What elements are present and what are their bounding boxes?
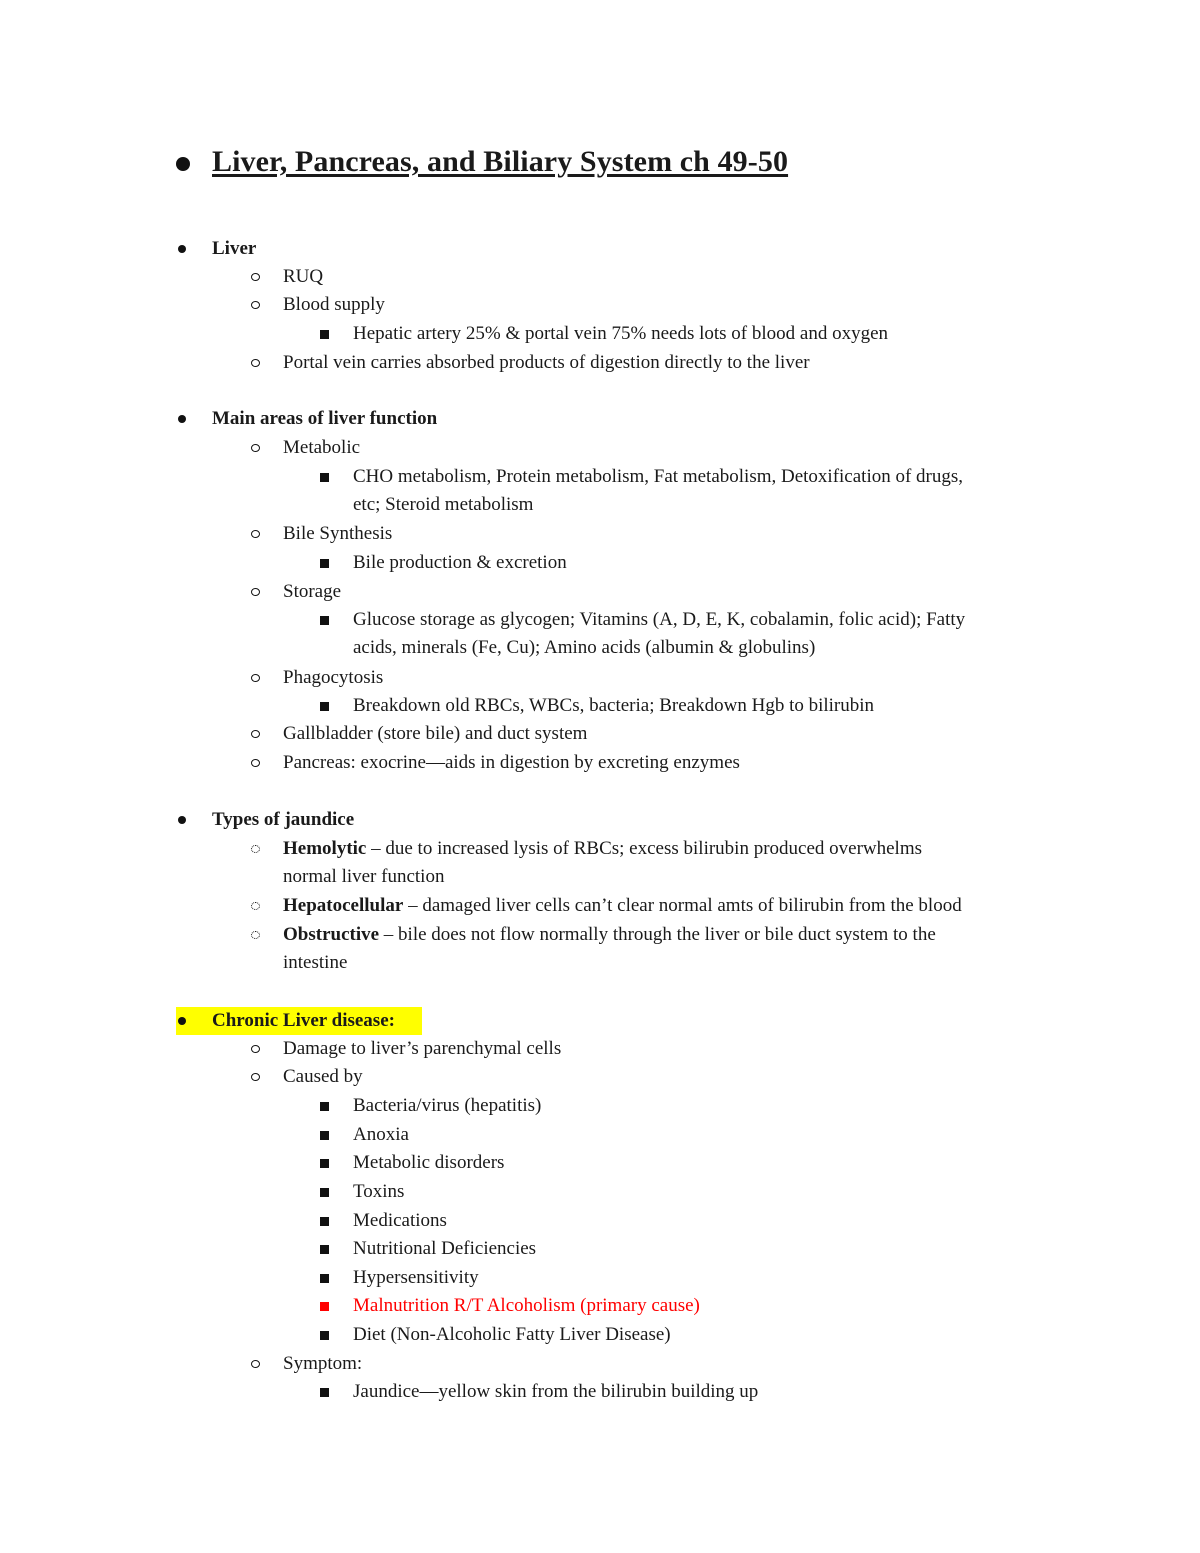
list-item-continuation: acids, minerals (Fe, Cu); Amino acids (albumin & globulins) <box>353 637 816 658</box>
circle-bullet-icon <box>251 588 260 596</box>
list-item: Metabolic <box>283 434 360 462</box>
square-bullet-icon <box>320 1245 329 1254</box>
square-bullet-icon <box>320 473 329 482</box>
section-heading-chronic: Chronic Liver disease: <box>212 1007 395 1035</box>
list-item: Diet (Non-Alcoholic Fatty Liver Disease) <box>353 1321 671 1349</box>
list-item: Bile Synthesis <box>283 520 392 548</box>
square-bullet-icon <box>320 330 329 339</box>
document-title: Liver, Pancreas, and Biliary System ch 49-50 <box>212 145 789 178</box>
list-item: Bile production & excretion <box>353 549 567 577</box>
list-item: Symptom: <box>283 1350 362 1378</box>
dotted-circle-bullet-icon <box>251 845 260 853</box>
list-item: Pancreas: exocrine—aids in digestion by excreting enzymes <box>283 749 740 777</box>
circle-bullet-icon <box>251 1045 260 1053</box>
circle-bullet-icon <box>251 359 260 367</box>
list-item: Jaundice—yellow skin from the bilirubin building up <box>353 1378 758 1406</box>
circle-bullet-icon <box>251 1360 260 1368</box>
bullet-icon <box>178 415 186 423</box>
circle-bullet-icon <box>251 759 260 767</box>
list-item: Anoxia <box>353 1121 409 1149</box>
section-heading-jaundice: Types of jaundice <box>212 806 354 834</box>
square-bullet-icon <box>320 1188 329 1197</box>
circle-bullet-icon <box>251 730 260 738</box>
list-item: Portal vein carries absorbed products of digestion directly to the liver <box>283 349 810 377</box>
square-bullet-icon <box>320 1102 329 1111</box>
list-item-continuation: normal liver function <box>283 866 445 887</box>
bullet-icon <box>178 816 186 824</box>
bullet-icon <box>178 245 186 253</box>
list-item: Toxins <box>353 1178 404 1206</box>
list-item: Breakdown old RBCs, WBCs, bacteria; Breakdown Hgb to bilirubin <box>353 692 874 720</box>
list-item: Glucose storage as glycogen; Vitamins (A, D, E, K, cobalamin, folic acid); Fatty <box>353 606 965 634</box>
list-item: Damage to liver’s parenchymal cells <box>283 1035 561 1063</box>
square-bullet-icon <box>320 616 329 625</box>
list-item: CHO metabolism, Protein metabolism, Fat metabolism, Detoxification of drugs, <box>353 463 963 491</box>
square-bullet-icon <box>320 1274 329 1283</box>
section-heading-functions: Main areas of liver function <box>212 405 437 433</box>
circle-bullet-icon <box>251 674 260 682</box>
list-item: Storage <box>283 578 341 606</box>
list-item: Phagocytosis <box>283 664 383 692</box>
list-item: Nutritional Deficiencies <box>353 1235 536 1263</box>
dotted-circle-bullet-icon <box>251 902 260 910</box>
list-item: Bacteria/virus (hepatitis) <box>353 1092 541 1120</box>
square-bullet-icon <box>320 1131 329 1140</box>
list-item-emphasized: Malnutrition R/T Alcoholism (primary cause) <box>353 1292 700 1320</box>
list-item: Gallbladder (store bile) and duct system <box>283 720 587 748</box>
list-item-continuation: intestine <box>283 952 348 973</box>
list-item: RUQ <box>283 263 323 291</box>
square-bullet-icon <box>320 1331 329 1340</box>
list-item: Blood supply <box>283 291 385 319</box>
circle-bullet-icon <box>251 301 260 309</box>
list-item: Metabolic disorders <box>353 1149 504 1177</box>
circle-bullet-icon <box>251 530 260 538</box>
circle-bullet-icon <box>251 444 260 452</box>
bullet-icon <box>178 1017 186 1025</box>
list-item: Medications <box>353 1207 447 1235</box>
list-item: Hypersensitivity <box>353 1264 479 1292</box>
circle-bullet-icon <box>251 273 260 281</box>
square-bullet-icon <box>320 702 329 711</box>
circle-bullet-icon <box>251 1073 260 1081</box>
title-bullet-icon <box>176 157 190 171</box>
document-title-row <box>176 140 788 184</box>
square-bullet-icon <box>320 1217 329 1226</box>
list-item: Hemolytic – due to increased lysis of RBCs; excess bilirubin produced overwhelms <box>283 835 922 863</box>
list-item: Hepatic artery 25% & portal vein 75% needs lots of blood and oxygen <box>353 320 888 348</box>
square-bullet-icon <box>320 1388 329 1397</box>
list-item-continuation: etc; Steroid metabolism <box>353 494 534 515</box>
section-heading-liver: Liver <box>212 235 256 263</box>
list-item: Caused by <box>283 1063 363 1091</box>
list-item: Hepatocellular – damaged liver cells can’t clear normal amts of bilirubin from the blood <box>283 892 962 920</box>
dotted-circle-bullet-icon <box>251 931 260 939</box>
list-item: Obstructive – bile does not flow normally through the liver or bile duct system to the <box>283 921 936 949</box>
square-bullet-icon <box>320 1302 329 1311</box>
square-bullet-icon <box>320 1159 329 1168</box>
square-bullet-icon <box>320 559 329 568</box>
